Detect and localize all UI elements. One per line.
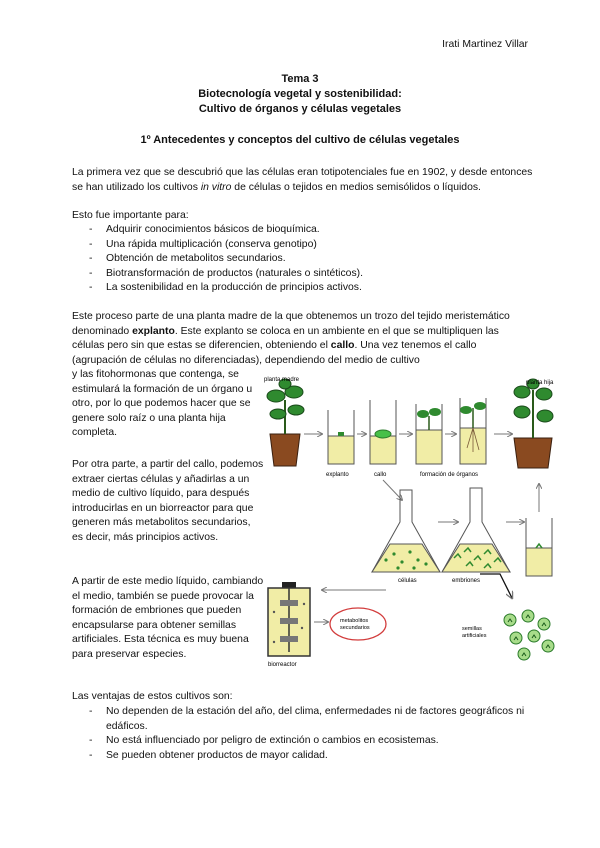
- metabolites-circle: [330, 608, 386, 640]
- formacion-label: formación de órganos: [420, 472, 479, 478]
- embryos-flask-icon: [442, 488, 510, 572]
- list-item: - No dependen de la estación del año, del clima, enfermedades ni de factores geográficos ni edáficos.: [89, 705, 529, 734]
- importance-list: [89, 223, 529, 296]
- plant-culture-diagram: [262, 372, 562, 672]
- process-paragraph: Este proceso parte de una planta madre de la que obtenemos un trozo del tejido meristemático denominado explanto. Este explanto se coloca en un ambiente en el que se multipliquen las células pero sin que estas se diferencien, obteniendo el callo. Una vez tenemos el callo (agrupación de células no diferenciadas), dependiendo del medio de cultivo: [72, 311, 510, 366]
- advantages-intro: Las ventajas de estos cultivos son:: [72, 691, 233, 702]
- topic-number: Tema 3: [281, 73, 319, 85]
- cells-flask-icon: [372, 490, 440, 572]
- topic-title: Biotecnología vegetal y sostenibilidad:: [198, 88, 402, 100]
- callo-label: callo: [374, 472, 387, 478]
- callus-tube-icon: [370, 400, 396, 464]
- rooted-plant-tube-icon: [460, 398, 486, 464]
- bioreactor-icon: [268, 582, 310, 656]
- planta-hija-label: planta hija: [526, 380, 554, 386]
- secundarios-label: secundarios: [340, 625, 370, 631]
- section-heading: 1º Antecedentes y conceptos del cultivo de células vegetales: [140, 134, 460, 146]
- organ-formation-tube-icon: [416, 404, 442, 464]
- celulas-label: células: [398, 578, 417, 584]
- author-name: Irati Martinez Villar: [442, 39, 528, 50]
- list-item: - Obtención de metabolitos secundarios.: [89, 252, 529, 267]
- daughter-plant-icon: [514, 379, 553, 468]
- embriones-label: embriones: [452, 578, 481, 584]
- explant-tube-icon: [328, 410, 354, 464]
- process-paragraph-cont: y las fitohormonas que contenga, se estimulará la formación de un órgano u otro, por lo que podemos hacer que se genere solo raíz o una planta hija completa.: [72, 369, 253, 438]
- topic-subtitle: Cultivo de órganos y células vegetales: [198, 103, 402, 115]
- callus-paragraph: Por otra parte, a partir del callo, podemos extraer ciertas células y añadirlas a un medio de cultivo líquido, para después introducirlas en un biorreactor para que generen más metabolitos secundarios, es decir, más principios activos.: [72, 459, 264, 543]
- intro-paragraph: La primera vez que se descubrió que las células eran totipotenciales fue en 1902, y desde entonces se han utilizado los cultivos in vitro de células o tejidos en medios semisólidos o líquidos.: [72, 167, 533, 193]
- list-item: - No está influenciado por peligro de extinción o cambios en ecosistemas.: [89, 734, 529, 749]
- list-item: - Se pueden obtener productos de mayor calidad.: [89, 749, 529, 764]
- liquid-paragraph: A partir de este medio líquido, cambiando el medio, también se puede provocar la formación de embriones que pueden encapsularse para obtener semillas artificiales. Esta técnica es muy buena para preservar especies.: [72, 576, 264, 660]
- advantages-list: [89, 705, 529, 763]
- mother-plant-icon: [267, 379, 304, 466]
- biorreactor-label: biorreactor: [268, 662, 297, 668]
- explanto-label: explanto: [326, 472, 349, 478]
- semillas-label: semillas: [462, 626, 482, 632]
- artificiales-label: artificiales: [462, 633, 487, 639]
- embryo-tube-icon: [526, 518, 552, 576]
- list-item: - Adquirir conocimientos básicos de bioquímica.: [89, 223, 529, 238]
- intro-lead: Esto fue importante para:: [72, 210, 189, 221]
- list-item: - Biotransformación de productos (naturales o sintéticos).: [89, 267, 529, 282]
- list-item: - La sostenibilidad en la producción de principios activos.: [89, 281, 529, 296]
- list-item: - Una rápida multiplicación (conserva genotipo): [89, 238, 529, 253]
- artificial-seeds-icon: [504, 610, 554, 660]
- planta-madre-label: planta madre: [264, 377, 300, 383]
- metabolitos-label: metabolitos: [340, 618, 369, 624]
